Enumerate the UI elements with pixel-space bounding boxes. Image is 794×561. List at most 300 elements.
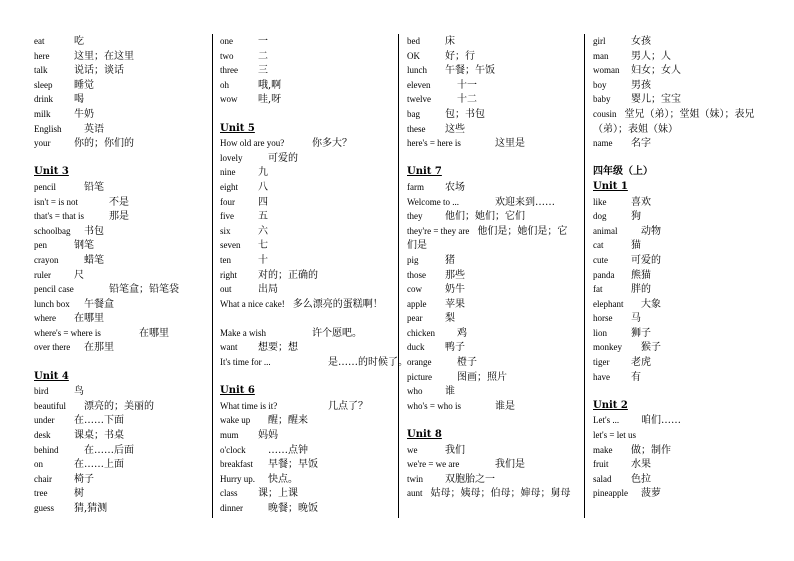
english-word: elephant [593, 298, 624, 309]
english-word: bag [407, 108, 420, 119]
chinese-meaning: 九 [258, 167, 268, 179]
vocab-entry [407, 34, 577, 49]
english-word: lion [593, 327, 608, 338]
english-word: fat [593, 284, 603, 295]
english-word: wake up [220, 415, 251, 426]
chinese-meaning: 欢迎来到…… [495, 196, 555, 208]
vocab-entry [34, 326, 206, 341]
english-word: class [220, 488, 238, 499]
chinese-meaning: 图画；照片 [457, 371, 507, 383]
english-word: ruler [34, 269, 51, 280]
chinese-meaning: 午餐；午饭 [445, 65, 495, 77]
english-word: eleven [407, 79, 431, 90]
vocab-entry [407, 384, 577, 399]
vocab-entry [220, 63, 392, 78]
vocab-entry [593, 78, 765, 93]
english-word: we [407, 444, 418, 455]
vocab-entry [220, 238, 392, 253]
unit-heading: Unit 7 [407, 166, 442, 178]
english-word: lovely [220, 152, 243, 163]
chinese-meaning: 男孩 [631, 79, 651, 91]
english-word: who's = who is [407, 400, 461, 411]
unit-heading: Unit 1 [593, 180, 628, 192]
vocab-entry [220, 224, 392, 239]
english-word: like [593, 196, 607, 207]
chinese-meaning: 午餐盒 [84, 298, 114, 310]
english-word: Hurry up. [220, 473, 255, 484]
english-word: tree [34, 488, 48, 499]
vocab-entry [593, 370, 765, 385]
vocab-entry [34, 122, 206, 137]
english-word: duck [407, 342, 425, 353]
chinese-meaning: 早餐；早饭 [268, 459, 318, 471]
unit-heading: Unit 5 [220, 122, 255, 134]
chinese-meaning: 是……的时候了。 [328, 357, 408, 369]
vocab-entry [407, 209, 577, 224]
unit-heading: Unit 8 [407, 429, 442, 441]
vocab-entry [220, 78, 392, 93]
english-word: two [220, 50, 234, 61]
vocab-entry [407, 486, 577, 515]
spacer [407, 413, 577, 428]
vocab-entry [220, 253, 392, 268]
english-word: want [220, 342, 238, 353]
vocab-column-4 [593, 34, 765, 501]
spacer [220, 107, 392, 122]
vocab-entry [593, 107, 765, 136]
english-word: OK [407, 50, 420, 61]
vocab-entry [593, 92, 765, 107]
chinese-meaning: 大象 [641, 298, 661, 310]
vocab-entry [220, 399, 392, 414]
vocab-entry [407, 268, 577, 283]
chinese-meaning: 可爱的 [268, 152, 298, 164]
english-word: boy [593, 79, 607, 90]
column-divider [584, 34, 585, 518]
vocab-entry [34, 486, 206, 501]
vocab-entry [34, 399, 206, 414]
vocab-entry [34, 340, 206, 355]
chinese-meaning: 男人；人 [631, 50, 671, 62]
unit-heading: Unit 3 [34, 166, 69, 178]
vocab-entry [407, 78, 577, 93]
chinese-meaning: 妈妈 [258, 430, 278, 442]
english-word: six [220, 225, 231, 236]
chinese-meaning: 做；制作 [631, 444, 671, 456]
vocab-entry [407, 443, 577, 458]
english-word: five [220, 211, 234, 222]
vocab-entry [220, 92, 392, 107]
vocab-entry [593, 486, 765, 501]
vocab-entry [220, 209, 392, 224]
chinese-meaning: 想要；想 [258, 342, 298, 354]
vocab-entry [407, 355, 577, 370]
vocab-entry [220, 297, 392, 326]
chinese-meaning: 可爱的 [631, 254, 661, 266]
vocab-entry [593, 63, 765, 78]
vocab-entry [220, 180, 392, 195]
unit-heading: 四年级（上） [593, 166, 653, 178]
vocab-entry [593, 443, 765, 458]
chinese-meaning: 课；上课 [258, 488, 298, 500]
chinese-meaning: ……点钟 [268, 444, 308, 456]
vocab-entry [407, 92, 577, 107]
english-word: picture [407, 371, 432, 382]
chinese-meaning: 多么漂亮的蛋糕啊！ [292, 298, 383, 310]
english-word: apple [407, 298, 427, 309]
english-word: have [593, 371, 610, 382]
chinese-meaning: 这里；在这里 [74, 50, 134, 62]
chinese-meaning: 橙子 [457, 357, 477, 369]
vocab-entry [407, 326, 577, 341]
english-word: It's time for ... [220, 357, 271, 368]
vocab-entry [593, 238, 765, 253]
chinese-meaning: 苹果 [445, 298, 465, 310]
chinese-meaning: 姑母；姨母；伯母；婶母；舅母 [430, 488, 571, 500]
chinese-meaning: 在……上面 [74, 459, 124, 471]
chinese-meaning: 书包 [84, 225, 104, 237]
english-word: panda [593, 269, 615, 280]
vocab-entry [407, 370, 577, 385]
english-word: baby [593, 94, 611, 105]
vocab-entry [593, 49, 765, 64]
vocab-entry [34, 34, 206, 49]
english-word: three [220, 65, 238, 76]
vocab-entry [407, 122, 577, 137]
chinese-meaning: 许个愿吧。 [312, 327, 362, 339]
vocab-entry [34, 253, 206, 268]
vocab-entry [407, 180, 577, 195]
chinese-meaning: 妇女；女人 [631, 65, 681, 77]
chinese-meaning: 二 [258, 50, 268, 62]
english-word: under [34, 415, 55, 426]
english-word: breakfast [220, 459, 253, 470]
english-word: orange [407, 357, 432, 368]
vocab-entry [220, 472, 392, 487]
english-word: animal [593, 225, 618, 236]
english-word: cousin [593, 108, 617, 119]
english-word: drink [34, 94, 53, 105]
vocab-entry [34, 49, 206, 64]
english-word: pen [34, 240, 47, 251]
chinese-meaning: 鸟 [74, 386, 84, 398]
unit-heading: Unit 2 [593, 399, 628, 411]
vocab-entry [220, 501, 392, 516]
vocab-entry [34, 63, 206, 78]
english-word: one [220, 36, 233, 46]
vocab-entry [34, 297, 206, 312]
english-word: pig [407, 254, 419, 265]
english-word: desk [34, 430, 51, 441]
chinese-meaning: 色拉 [631, 473, 651, 485]
chinese-meaning: 奶牛 [445, 284, 465, 296]
vocab-entry [593, 428, 765, 443]
vocab-entry [407, 282, 577, 297]
vocab-entry [34, 268, 206, 283]
chinese-meaning: 吃 [74, 36, 84, 47]
chinese-meaning: 熊猫 [631, 269, 651, 281]
chinese-meaning: 咱们…… [641, 415, 681, 427]
vocab-entry [34, 472, 206, 487]
vocab-entry [407, 340, 577, 355]
english-word: let's = let us [593, 430, 636, 441]
chinese-meaning: 十一 [457, 79, 477, 91]
english-word: on [34, 459, 43, 470]
vocab-column-3 [407, 34, 577, 516]
chinese-meaning: 猴子 [641, 342, 661, 354]
english-word: cow [407, 284, 422, 295]
english-word: What time is it? [220, 400, 278, 411]
chinese-meaning: 八 [258, 181, 268, 193]
vocab-entry [407, 311, 577, 326]
chinese-meaning: 谁是 [495, 400, 515, 412]
chinese-meaning: 五 [258, 211, 268, 223]
english-word: they [407, 211, 423, 222]
chinese-meaning: 快点。 [268, 473, 298, 485]
english-word: schoolbag [34, 225, 71, 236]
chinese-meaning: 婴儿；宝宝 [631, 94, 681, 106]
chinese-meaning: 鸡 [457, 327, 467, 339]
vocab-entry [34, 209, 206, 224]
english-word: ten [220, 254, 231, 265]
english-word: bird [34, 386, 49, 397]
spacer [34, 151, 206, 166]
chinese-meaning: 好；行 [445, 50, 475, 62]
english-word: pencil case [34, 284, 74, 295]
vocab-entry [34, 180, 206, 195]
chinese-meaning: 英语 [84, 123, 104, 135]
chinese-meaning: 你多大？ [312, 138, 352, 150]
chinese-meaning: 铅笔 [84, 181, 104, 193]
english-word: man [593, 50, 609, 61]
chinese-meaning: 三 [258, 65, 268, 77]
chinese-meaning: 这些 [445, 123, 465, 135]
vocab-entry [220, 457, 392, 472]
chinese-meaning: 包；书包 [445, 108, 485, 120]
english-word: cat [593, 240, 604, 251]
chinese-meaning: 喝 [74, 94, 84, 106]
vocab-entry [34, 457, 206, 472]
chinese-meaning: 这里是 [495, 138, 525, 150]
column-divider [212, 34, 213, 518]
chinese-meaning: 铅笔盒；铅笔袋 [109, 284, 179, 296]
spacer [220, 370, 392, 385]
vocab-entry [220, 355, 408, 370]
vocab-entry [407, 63, 577, 78]
chinese-meaning: 十二 [457, 94, 477, 106]
english-word: farm [407, 181, 424, 192]
english-word: four [220, 196, 235, 207]
chinese-meaning: 在那里 [84, 342, 114, 354]
vocab-entry [34, 78, 206, 93]
english-word: What a nice cake! [220, 298, 285, 309]
vocab-entry [593, 253, 765, 268]
vocab-entry [407, 49, 577, 64]
vocab-entry [220, 268, 392, 283]
vocab-entry [220, 443, 392, 458]
chinese-meaning: 动物 [641, 225, 661, 237]
chinese-meaning: 一 [258, 36, 268, 47]
spacer [407, 151, 577, 166]
chinese-meaning: 晚餐；晚饭 [268, 503, 318, 514]
vocab-entry [407, 472, 577, 487]
chinese-meaning: 喜欢 [631, 196, 651, 208]
english-word: nine [220, 167, 236, 178]
english-word: pineapple [593, 488, 628, 499]
vocab-entry [593, 268, 765, 283]
vocab-entry [593, 340, 765, 355]
english-word: horse [593, 313, 613, 324]
vocab-entry [593, 457, 765, 472]
vocab-entry [220, 165, 392, 180]
english-word: eat [34, 36, 45, 46]
english-word: guess [34, 503, 54, 513]
chinese-meaning: 在……后面 [84, 444, 134, 456]
vocab-entry [593, 136, 765, 151]
vocab-entry [407, 224, 577, 253]
spacer [593, 384, 765, 399]
vocab-entry [34, 311, 206, 326]
chinese-meaning: 双胞胎之一 [445, 473, 495, 485]
english-word: Make a wish [220, 327, 266, 338]
chinese-meaning: 六 [258, 225, 268, 237]
vocab-entry [407, 107, 577, 122]
chinese-meaning: 你的；你们的 [74, 138, 134, 150]
unit-heading: Unit 4 [34, 370, 69, 382]
vocab-entry [593, 472, 765, 487]
english-word: English [34, 123, 62, 134]
english-word: make [593, 444, 613, 455]
vocab-entry [34, 92, 206, 107]
chinese-meaning: 我们是 [495, 459, 525, 471]
english-word: chair [34, 473, 52, 484]
chinese-meaning: 哦,啊 [258, 79, 282, 91]
chinese-meaning: 在哪里 [74, 313, 104, 325]
column-divider [398, 34, 399, 518]
chinese-meaning: 四 [258, 196, 268, 208]
english-word: mum [220, 430, 239, 441]
vocab-entry [220, 195, 392, 210]
chinese-meaning: 蜡笔 [84, 254, 104, 266]
english-word: girl [593, 36, 606, 46]
chinese-meaning: 尺 [74, 269, 84, 281]
vocab-entry [34, 136, 206, 151]
chinese-meaning: 老虎 [631, 357, 651, 369]
english-word: where [34, 313, 56, 324]
english-word: tiger [593, 357, 610, 368]
english-word: sleep [34, 79, 53, 90]
chinese-meaning: 在哪里 [139, 327, 169, 339]
chinese-meaning: 课桌；书桌 [74, 430, 124, 442]
chinese-meaning: 他们；她们；它们 [445, 211, 525, 223]
spacer [34, 355, 206, 370]
chinese-meaning: 对的；正确的 [258, 269, 318, 281]
english-word: talk [34, 65, 48, 76]
english-word: here's = here is [407, 138, 461, 149]
vocab-entry [407, 297, 577, 312]
vocab-entry [407, 136, 577, 151]
english-word: right [220, 269, 237, 280]
vocab-entry [34, 224, 206, 239]
english-word: those [407, 269, 426, 280]
english-word: beautiful [34, 400, 66, 411]
chinese-meaning: 猜,猜测 [74, 503, 108, 514]
chinese-meaning: 七 [258, 240, 268, 252]
english-word: crayon [34, 254, 59, 265]
vocab-entry [407, 195, 577, 210]
chinese-meaning: 有 [631, 371, 641, 383]
chinese-meaning: 说话；谈话 [74, 65, 124, 77]
chinese-meaning: 鸭子 [445, 342, 465, 354]
vocab-entry [34, 282, 206, 297]
vocab-entry [407, 253, 577, 268]
vocab-entry [407, 399, 577, 414]
vocab-entry [220, 326, 392, 341]
english-word: Let's ... [593, 415, 620, 426]
english-word: twelve [407, 94, 431, 105]
chinese-meaning: 那些 [445, 269, 465, 281]
vocab-entry [220, 136, 392, 151]
chinese-meaning: 牛奶 [74, 108, 94, 120]
vocab-entry [220, 282, 392, 297]
vocab-entry [34, 195, 206, 210]
vocab-column-1 [34, 34, 206, 516]
chinese-meaning: 堂兄（弟）；堂姐（妹）；表兄（弟）；表姐（妹） [593, 108, 755, 135]
chinese-meaning: 胖的 [631, 284, 651, 296]
vocab-entry [34, 384, 206, 399]
chinese-meaning: 椅子 [74, 473, 94, 485]
english-word: twin [407, 473, 424, 484]
vocab-entry [220, 413, 392, 428]
chinese-meaning: 猪 [445, 254, 455, 266]
chinese-meaning: 不是 [109, 196, 129, 208]
vocab-entry [593, 209, 765, 224]
chinese-meaning: 哇,呀 [258, 94, 282, 106]
english-word: these [407, 123, 426, 134]
english-word: oh [220, 79, 229, 90]
english-word: here [34, 50, 50, 61]
chinese-meaning: 猫 [631, 240, 641, 252]
chinese-meaning: 钢笔 [74, 240, 94, 252]
english-word: pencil [34, 181, 56, 192]
chinese-meaning: 睡觉 [74, 79, 94, 91]
vocab-entry [593, 355, 765, 370]
vocab-entry [593, 413, 765, 428]
english-word: name [593, 138, 613, 149]
chinese-meaning: 出局 [258, 284, 278, 296]
chinese-meaning: 他们是；她们是；它们是 [407, 225, 568, 252]
chinese-meaning: 狗 [631, 211, 641, 223]
vocab-entry [593, 311, 765, 326]
vocab-entry [593, 282, 765, 297]
vocab-entry [593, 195, 765, 210]
vocab-entry [593, 326, 765, 341]
english-word: behind [34, 444, 59, 455]
vocab-entry [220, 34, 392, 49]
vocab-entry [34, 443, 206, 458]
vocab-entry [593, 297, 765, 312]
vocab-entry [593, 34, 765, 49]
chinese-meaning: 梨 [445, 313, 455, 325]
vocab-entry [34, 501, 206, 516]
english-word: lunch [407, 65, 427, 76]
chinese-meaning: 漂亮的；美丽的 [84, 400, 154, 412]
english-word: monkey [593, 342, 622, 353]
chinese-meaning: 农场 [445, 181, 465, 193]
english-word: who [407, 386, 423, 397]
english-word: eight [220, 181, 238, 192]
english-word: isn't = is not [34, 196, 78, 207]
